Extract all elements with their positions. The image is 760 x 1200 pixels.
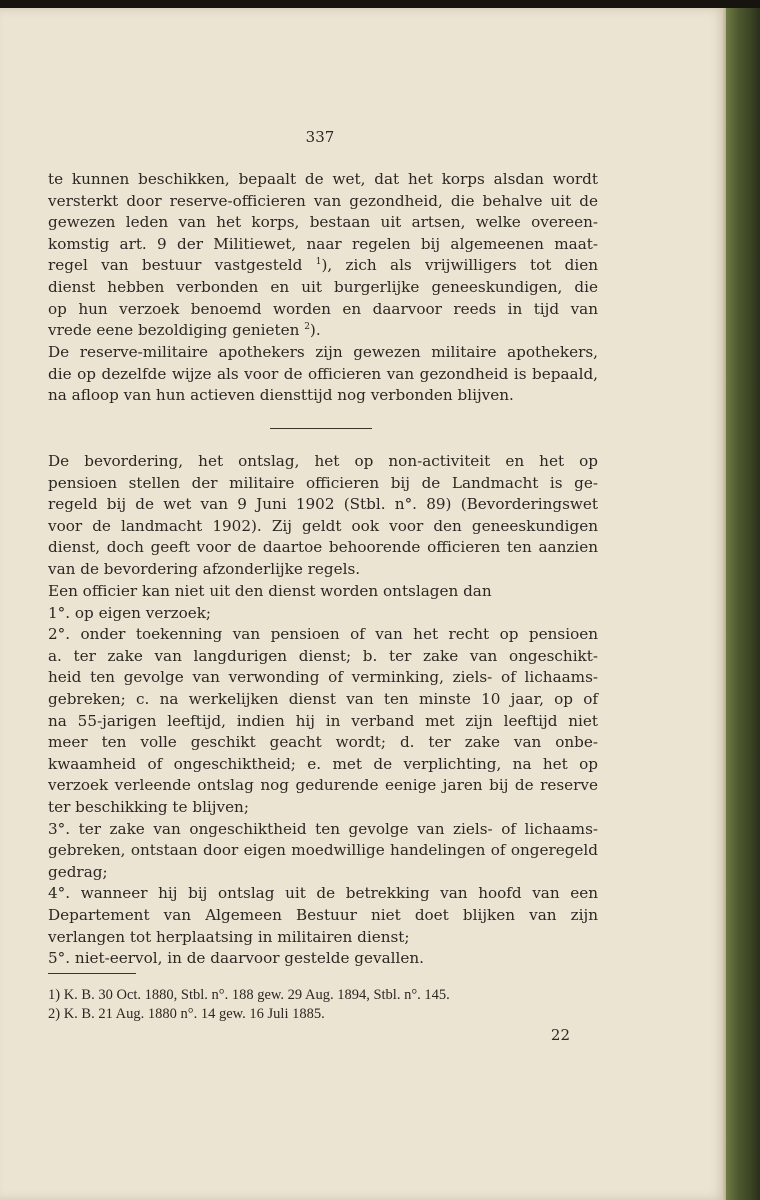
text-line: gewezen leden van het korps, bestaan uit artsen, welke overeen- [48, 213, 598, 232]
text-line: dienst, doch geeft voor de daartoe behoorende officieren ten aanzien [48, 538, 598, 557]
text-line: versterkt door reserve-officieren van gezondheid, die behalve uit de [48, 191, 598, 210]
page-number: 337 [305, 128, 335, 146]
text-line: pensioen stellen der militaire officieren bij de Landmacht is ge- [48, 473, 598, 492]
signature-number: 22 [550, 1026, 570, 1044]
text-line: op hun verzoek benoemd worden en daarvoor reeds in tijd van [48, 299, 598, 318]
section-divider [270, 428, 372, 429]
text-line: De bevordering, het ontslag, het op non-activiteit en het op [48, 452, 598, 470]
text-line: verzoek verleende ontslag nog gedurende eenige jaren bij de reserve [48, 776, 598, 795]
footnote-ref: 1 [315, 257, 322, 268]
text-line: 3°. ter zake van ongeschiktheid ten gevolge van ziels- of lichaams- [48, 819, 598, 838]
text-line: na 55-jarigen leeftijd, indien hij in verband met zijn leeftijd niet [48, 711, 598, 730]
text-line: van de bevordering afzonderlijke regels. [48, 559, 361, 578]
text-line: die op dezelfde wijze als voor de officieren van gezondheid is bepaald, [48, 364, 598, 383]
footnote-divider [48, 973, 136, 974]
text-line: De reserve-militaire apothekers zijn gewezen militaire apothekers, [48, 343, 598, 361]
book-binding [726, 8, 760, 1200]
text-line: voor de landmacht 1902). Zij geldt ook voor den geneeskundigen [48, 516, 598, 535]
text-line: 5°. niet-eervol, in de daarvoor gestelde gevallen. [48, 949, 424, 968]
text-line: gedrag; [48, 862, 108, 881]
text-line: verlangen tot herplaatsing in militairen dienst; [48, 927, 410, 946]
paragraph-discharge-conditions [48, 581, 598, 970]
text-line: 4°. wanneer hij bij ontslag uit de betrekking van hoofd van een [48, 884, 598, 903]
text-line: meer ten volle geschikt geacht wordt; d. ter zake van onbe- [48, 733, 598, 752]
text-line: a. ter zake van langdurigen dienst; b. ter zake van ongeschikt- [48, 646, 598, 665]
text-line: komstig art. 9 der Militiewet, naar regelen bij algemeenen maat- [48, 234, 598, 253]
text-line: Een officier kan niet uit den dienst worden ontslagen dan [48, 582, 492, 600]
text-line: regeld bij de wet van 9 Juni 1902 (Stbl. n°. 89) (Bevorderingswet [48, 495, 598, 514]
text-line: 1°. op eigen verzoek; [48, 603, 212, 622]
paragraph-promotion-law [48, 451, 598, 581]
text-line: 2°. onder toekenning van pensioen of van het recht op pensioen [48, 625, 598, 644]
text-line: vrede eene bezoldiging genieten $^2$). [48, 321, 321, 340]
text-line: dienst hebben verbonden en uit burgerlijke geneeskundigen, die [48, 277, 598, 296]
footnote-ref: 2 [304, 322, 310, 333]
text-line: ter beschikking te blijven; [48, 797, 249, 816]
text-line: gebreken; c. na werkelijken dienst van ten minste 10 jaar, op of [48, 689, 598, 708]
text-line: na afloop van hun actieven diensttijd nog verbonden blijven. [48, 386, 514, 405]
text-line: regel van bestuur vastgesteld $^1$), zich als vrijwilligers tot dien [48, 256, 599, 275]
paragraph-apothecaries [48, 342, 598, 407]
text-line: heid ten gevolge van verwonding of verminking, ziels- of lichaams- [48, 668, 598, 687]
text-line: te kunnen beschikken, bepaalt de wet, dat het korps alsdan wordt [48, 170, 598, 188]
text-line: Departement van Algemeen Bestuur niet doet blijken van zijn [48, 905, 598, 924]
text-line: gebreken, ontstaan door eigen moedwillige handelingen of ongeregeld [48, 841, 598, 860]
footnote-2: 2) K. B. 21 Aug. 1880 n°. 14 gew. 16 Juli 1885. [48, 1006, 325, 1022]
footnote-1: 1) K. B. 30 Oct. 1880, Stbl. n°. 188 gew. 29 Aug. 1894, Stbl. n°. 145. [48, 987, 450, 1003]
text-line: kwaamheid of ongeschiktheid; e. met de verplichting, na het op [48, 754, 598, 773]
paragraph-reserve-officers [48, 169, 598, 342]
